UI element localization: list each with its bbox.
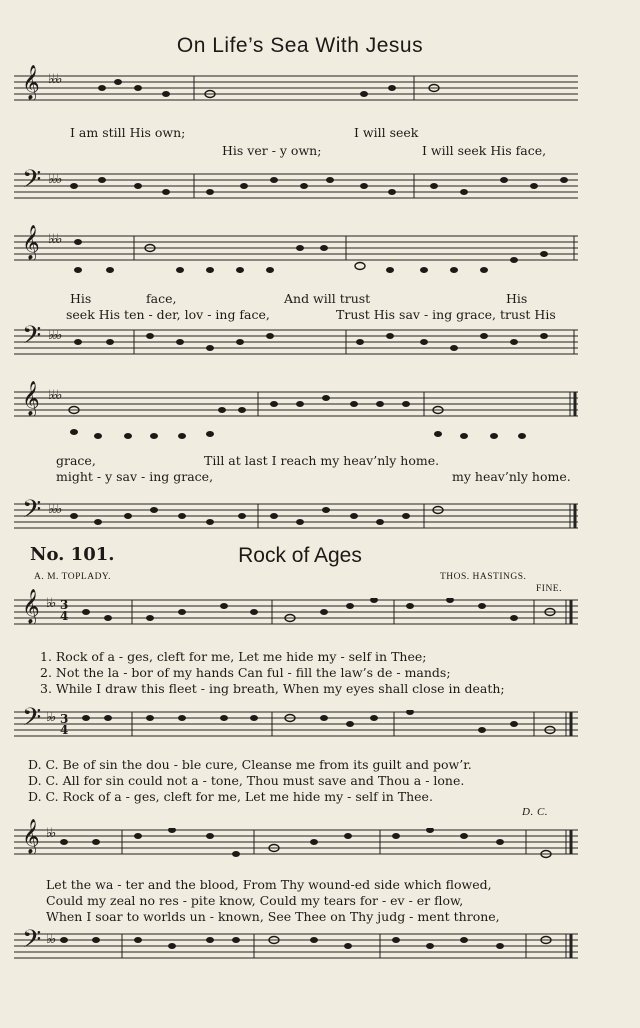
staff-lines	[14, 598, 578, 642]
bass-staff	[14, 710, 578, 737]
staff-lines	[14, 502, 578, 542]
key-signature-icon: ♭♭	[46, 826, 55, 841]
bass-staff	[14, 172, 578, 196]
treble-staff	[14, 598, 578, 622]
treble-clef-icon: 𝄞	[22, 381, 40, 416]
staff-lines	[14, 328, 578, 372]
music-system-3	[14, 381, 578, 538]
key-signature-icon: ♭♭	[46, 596, 55, 611]
staff-lines	[14, 932, 578, 972]
music-system-5	[14, 819, 578, 976]
hymn-number: No. 101.	[30, 544, 115, 565]
composer-credit: THOS. HASTINGS.	[440, 572, 527, 582]
lyric-line-2a: might - y sav - ing grace,	[56, 469, 214, 484]
bass-clef-icon: 𝄢	[22, 703, 42, 738]
dc-line-2: D. C. All for sin could not a - tone, Thou must save and Thou a - lone.	[28, 773, 465, 788]
staff-lines	[14, 710, 578, 750]
bass-staff	[14, 932, 578, 956]
lyric-line-2b: Trust His sav - ing grace, trust His	[336, 307, 556, 322]
dc-line-3: D. C. Rock of a - ges, cleft for me, Let me hide my - self in Thee.	[28, 789, 433, 804]
key-signature-icon: ♭♭	[46, 710, 55, 725]
author-credit: A. M. TOPLADY.	[34, 572, 111, 582]
staff-lines	[14, 828, 578, 872]
treble-clef-icon: 𝄞	[22, 65, 40, 100]
refrain-line-2: Could my zeal no res - pite know, Could my tears for - ev - er flow,	[46, 893, 464, 908]
key-signature-icon: ♭♭♭	[48, 328, 61, 343]
time-signature-bottom: 4	[60, 723, 69, 737]
fine-marker: FINE.	[536, 584, 562, 594]
lyric-line-1b: I will seek	[354, 125, 419, 140]
treble-clef-icon: 𝄞	[22, 819, 40, 854]
lyric-line-1b: Till at last I reach my heav’nly home.	[204, 453, 440, 468]
treble-clef-icon: 𝄞	[22, 589, 40, 624]
treble-staff	[14, 74, 578, 98]
lyric-word: And will trust	[284, 291, 371, 306]
verse-line-2: 2. Not the la - bor of my hands Can ful - fill the law’s de - mands;	[40, 665, 451, 680]
time-signature-top: 3	[60, 598, 69, 612]
key-signature-icon: ♭♭♭	[48, 502, 61, 517]
lyric-line-1a: I am still His own;	[70, 125, 186, 140]
staff-lines	[14, 234, 578, 278]
dc-line-1: D. C. Be of sin the dou - ble cure, Cleanse me from its guilt and pow’r.	[28, 757, 472, 772]
treble-staff	[14, 828, 578, 852]
lyric-word: face,	[146, 291, 177, 306]
staff-lines	[14, 390, 578, 440]
hymn-title: On Life’s Sea With Jesus	[176, 34, 424, 57]
refrain-line-1: Let the wa - ter and the blood, From Thy wound-ed side which flowed,	[46, 877, 492, 892]
lyric-line-2b: my heav’nly home.	[452, 469, 571, 484]
key-signature-icon: ♭♭♭	[48, 172, 61, 187]
treble-clef-icon: 𝄞	[22, 225, 40, 260]
key-signature-icon: ♭♭♭	[48, 72, 61, 87]
lyric-line-2a: His ver - y own;	[222, 143, 322, 158]
key-signature-icon: ♭♭♭	[48, 388, 61, 403]
lyric-word: His	[70, 291, 92, 306]
hymn-title: Rock of Ages	[238, 544, 362, 567]
bass-staff	[14, 502, 578, 526]
bass-clef-icon: 𝄢	[22, 321, 42, 356]
treble-staff	[14, 234, 578, 258]
key-signature-icon: ♭♭♭	[48, 232, 61, 247]
staff-lines	[14, 74, 578, 102]
time-signature	[60, 600, 68, 622]
bass-clef-icon: 𝄢	[22, 925, 42, 960]
bass-staff	[14, 328, 578, 352]
time-signature	[60, 714, 68, 736]
bass-clef-icon: 𝄢	[22, 165, 42, 200]
dc-marker: D. C.	[522, 806, 549, 818]
verse-line-1: 1. Rock of a - ges, cleft for me, Let me hide my - self in Thee;	[40, 649, 427, 664]
refrain-line-3: When I soar to worlds un - known, See Thee on Thy judg - ment throne,	[46, 909, 500, 924]
lyric-line-2a: seek His ten - der, lov - ing face,	[66, 307, 270, 322]
verse-line-3: 3. While I draw this fleet - ing breath, When my eyes shall close in death;	[40, 681, 505, 696]
time-signature-bottom: 4	[60, 609, 69, 623]
lyric-line-2b: I will seek His face,	[422, 143, 547, 158]
treble-staff	[14, 390, 578, 414]
music-system-1	[14, 65, 578, 232]
key-signature-icon: ♭♭	[46, 932, 55, 947]
lyric-word: grace,	[56, 453, 96, 468]
music-system-2	[14, 225, 578, 372]
time-signature-top: 3	[60, 712, 69, 726]
staff-lines	[14, 172, 578, 216]
bass-clef-icon: 𝄢	[22, 495, 42, 530]
lyric-word: His	[506, 291, 528, 306]
